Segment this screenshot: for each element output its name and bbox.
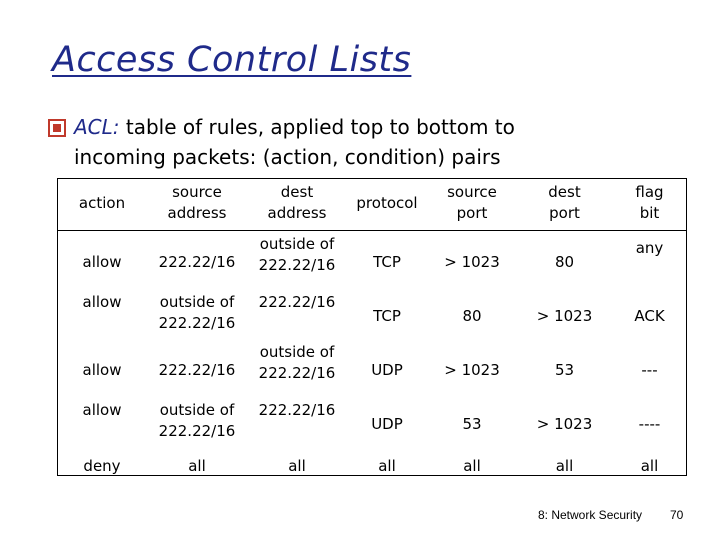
table-cell-line: 80 — [462, 307, 482, 325]
table-cell-line: 222.22/16 — [158, 253, 236, 271]
table-cell — [517, 456, 612, 477]
header-cell-line: protocol — [356, 194, 418, 212]
table-cell-line: any — [635, 239, 664, 257]
table-cell — [347, 414, 427, 435]
page-number: 70 — [670, 508, 684, 522]
table-cell-line: > 1023 — [444, 253, 500, 271]
table-cell — [247, 292, 347, 313]
header-cell — [347, 193, 427, 214]
table-cell — [57, 456, 147, 477]
table-cell-line: outside of — [159, 293, 235, 311]
header-cell-line: port — [549, 204, 580, 222]
table-cell — [347, 456, 427, 477]
table-cell — [57, 400, 147, 421]
table-cell-line: all — [640, 457, 659, 475]
table-cell-line: all — [555, 457, 574, 475]
table-cell — [57, 252, 147, 273]
header-cell-line: bit — [639, 204, 660, 222]
table-cell-line: TCP — [373, 253, 401, 271]
table-cell — [427, 456, 517, 477]
table-cell-line: ACK — [634, 307, 665, 325]
table-cell-line: ---- — [638, 415, 661, 433]
table-cell — [427, 414, 517, 435]
table-cell-line: all — [288, 457, 306, 475]
table-cell — [147, 456, 247, 477]
table-cell — [427, 306, 517, 327]
header-cell — [427, 182, 517, 224]
acl-term: ACL: — [74, 115, 120, 139]
header-cell — [57, 193, 147, 214]
header-cell-line: source — [172, 183, 222, 201]
table-cell-line: outside of — [259, 343, 335, 361]
header-cell-line: address — [267, 204, 327, 222]
table-cell-line: > 1023 — [536, 415, 593, 433]
footer-label: 8: Network Security — [538, 508, 643, 522]
table-cell-line: allow — [82, 361, 122, 379]
table-cell-line: allow — [82, 293, 122, 311]
header-cell-line: dest — [280, 183, 314, 201]
bullet-line-1-text: table of rules, applied top to bottom to — [119, 115, 515, 139]
table-cell — [517, 306, 612, 327]
slide-title: Access Control Lists — [52, 40, 412, 80]
header-cell-line: action — [78, 194, 126, 212]
table-cell — [147, 400, 247, 442]
table-cell — [612, 456, 687, 477]
table-cell-line: 222.22/16 — [158, 422, 236, 440]
table-cell — [147, 292, 247, 334]
table-cell-line: outside of — [159, 401, 235, 419]
header-divider — [57, 230, 687, 231]
square-bullet-icon — [48, 119, 66, 137]
table-cell — [347, 360, 427, 381]
table-cell-line: all — [378, 457, 396, 475]
table-cell — [347, 306, 427, 327]
table-cell-line: 222.22/16 — [158, 361, 236, 379]
table-cell-line: allow — [82, 253, 122, 271]
table-cell-line: UDP — [371, 361, 403, 379]
table-cell — [517, 360, 612, 381]
header-cell-line: dest — [548, 183, 581, 201]
table-cell-line: 222.22/16 — [258, 293, 336, 311]
table-cell-line: 222.22/16 — [258, 256, 336, 274]
table-cell — [612, 360, 687, 381]
table-cell-line: UDP — [371, 415, 403, 433]
table-cell-line: 53 — [554, 361, 575, 379]
header-cell-line: flag — [635, 183, 664, 201]
table-cell-line: 53 — [462, 415, 482, 433]
table-cell — [57, 360, 147, 381]
table-cell — [612, 414, 687, 435]
table-cell — [247, 342, 347, 384]
header-cell — [612, 182, 687, 224]
table-cell — [612, 306, 687, 327]
table-cell — [147, 360, 247, 381]
table-cell — [427, 360, 517, 381]
table-cell-line: 222.22/16 — [258, 401, 336, 419]
header-cell-line: port — [456, 204, 488, 222]
table-cell-line: allow — [82, 401, 122, 419]
table-cell — [147, 252, 247, 273]
table-cell-line: 80 — [554, 253, 575, 271]
table-cell — [347, 252, 427, 273]
table-cell-line: all — [188, 457, 206, 475]
bullet-line-2: incoming packets: (action, condition) pairs — [74, 145, 501, 169]
table-cell-line: 222.22/16 — [258, 364, 336, 382]
table-cell — [612, 238, 687, 259]
table-cell-line: > 1023 — [536, 307, 593, 325]
table-cell — [517, 252, 612, 273]
table-cell — [517, 414, 612, 435]
table-cell — [427, 252, 517, 273]
table-cell-line: --- — [641, 361, 658, 379]
table-cell — [247, 400, 347, 421]
header-cell-line: source — [447, 183, 497, 201]
header-cell-line: address — [167, 204, 227, 222]
table-cell — [57, 292, 147, 313]
table-cell-line: outside of — [259, 235, 335, 253]
table-cell-line: TCP — [373, 307, 401, 325]
header-cell — [247, 182, 347, 224]
header-cell — [517, 182, 612, 224]
table-cell — [247, 456, 347, 477]
bullet-line-1 — [74, 112, 634, 142]
table-cell-line: deny — [83, 457, 121, 475]
table-cell-line: > 1023 — [444, 361, 500, 379]
header-cell — [147, 182, 247, 224]
table-cell-line: all — [463, 457, 481, 475]
table-cell-line: 222.22/16 — [158, 314, 236, 332]
table-cell — [247, 234, 347, 276]
